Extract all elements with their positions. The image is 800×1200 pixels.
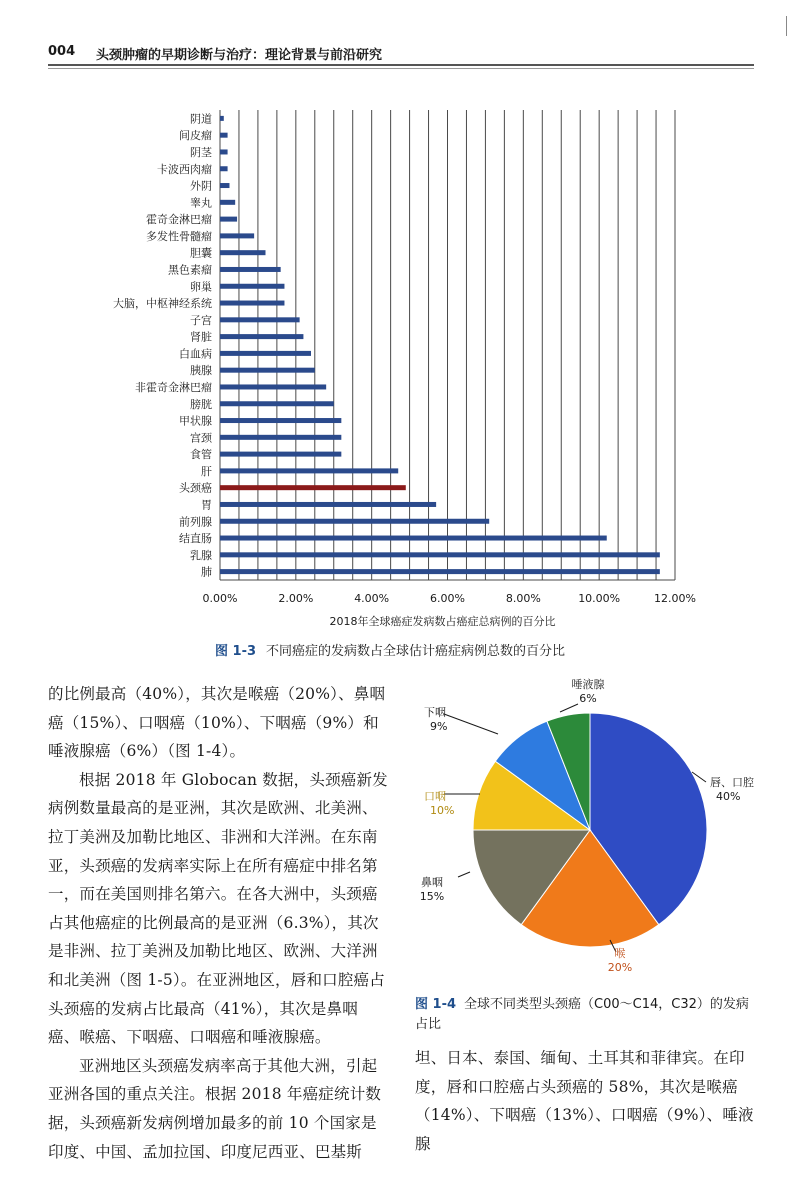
figure-1-4-caption-text: 全球不同类型头颈癌（C00～C14，C32）的发病占比 xyxy=(415,997,749,1032)
category-label: 膀胱 xyxy=(190,397,212,411)
page-number: 004 xyxy=(48,44,76,59)
pie-leader-line xyxy=(560,704,578,712)
header-rule xyxy=(48,64,754,66)
category-label: 卡波西肉瘤 xyxy=(157,162,212,176)
bar-6 xyxy=(220,217,237,222)
category-label: 胆囊 xyxy=(190,246,212,260)
category-label: 多发性骨髓瘤 xyxy=(146,229,212,243)
category-label: 黑色素瘤 xyxy=(168,263,212,277)
category-label: 睾丸 xyxy=(190,196,212,210)
pie-chart-figure-1-4 xyxy=(410,672,770,982)
bar-16 xyxy=(220,384,326,389)
pie-slice-label: 唾液腺 xyxy=(571,678,605,691)
pie-slice-label: 唇、口腔 xyxy=(710,776,754,789)
category-label: 肾脏 xyxy=(190,330,212,344)
category-label: 肝 xyxy=(201,464,212,478)
pie-slice-label: 喉 xyxy=(614,947,626,960)
pie-slice-label: 口咽 xyxy=(424,790,446,803)
bar-11 xyxy=(220,301,284,306)
pie-slice-percent: 40% xyxy=(716,790,741,803)
figure-1-4-caption xyxy=(415,995,760,1035)
right-paragraph-1: 坦、日本、泰国、缅甸、土耳其和菲律宾。在印度，唇和口腔癌占头颈癌的 58%，其次是喉癌（14%）、下咽癌（13%）、口咽癌（9%）、唾液腺 xyxy=(415,1049,754,1153)
category-label: 间皮瘤 xyxy=(179,129,212,143)
category-label: 肺 xyxy=(201,565,212,579)
right-column-text xyxy=(415,1044,757,1158)
category-label: 胰腺 xyxy=(190,364,212,378)
category-label: 结直肠 xyxy=(179,532,212,546)
category-label: 胃 xyxy=(201,498,212,512)
figure-1-4-label: 图 1-4 xyxy=(415,997,457,1012)
bar-18 xyxy=(220,418,341,423)
bar-27 xyxy=(220,569,660,574)
page-edge-mark xyxy=(786,16,787,36)
x-tick-label: 8.00% xyxy=(505,592,541,605)
category-label: 乳腺 xyxy=(190,548,212,562)
bar-4 xyxy=(220,183,229,188)
category-label: 头颈癌 xyxy=(179,481,212,495)
bar-26 xyxy=(220,552,660,557)
pie-slice-percent: 15% xyxy=(419,890,445,903)
category-label: 子宫 xyxy=(190,313,212,327)
bar-1 xyxy=(220,133,228,138)
pie-leader-line xyxy=(458,872,470,877)
category-label: 前列腺 xyxy=(179,515,212,529)
x-tick-label: 6.00% xyxy=(430,592,465,605)
category-label: 甲状腺 xyxy=(179,414,212,428)
x-tick-label: 4.00% xyxy=(354,592,390,605)
category-label: 非霍奇金淋巴瘤 xyxy=(135,380,212,394)
bar-22 xyxy=(220,485,406,490)
pie-slice-label: 下咽 xyxy=(424,706,446,719)
figure-1-3-label: 图 1-3 xyxy=(215,644,257,659)
bar-0 xyxy=(220,116,224,121)
left-paragraph-2: 根据 2018 年 Globocan 数据，头颈癌新发病例数量最高的是亚洲，其次是欧洲、北美洲、拉丁美洲及加勒比地区、非洲和大洋洲。在东南亚，头颈癌的发病率实际上在所有癌症中排名第一，而在美国则排名第六。在各大洲中，头颈癌占其他癌症的比例最高的是亚洲（6.3%），其次是非洲、拉丁美洲及加勒比地区、欧洲、大洋洲和北美洲（图 1-5）。在亚洲地区，唇和口腔癌占头颈癌的发病占比最高（41%），其次是鼻咽癌、喉癌、下咽癌、口咽癌和唾液腺癌。 xyxy=(48,770,388,1047)
figure-1-3-caption xyxy=(215,640,565,659)
bar-5 xyxy=(220,200,235,205)
pie-slice-percent: 6% xyxy=(579,692,597,705)
bar-9 xyxy=(220,267,281,272)
bar-21 xyxy=(220,468,398,473)
header-rule-thin xyxy=(48,68,754,69)
bar-10 xyxy=(220,284,284,289)
bar-25 xyxy=(220,536,607,541)
pie-slice-label: 鼻咽 xyxy=(421,876,443,889)
pie-slice-percent: 20% xyxy=(607,961,633,974)
category-label: 阴茎 xyxy=(190,145,212,159)
pie-slice-percent: 10% xyxy=(430,804,455,817)
category-label: 白血病 xyxy=(179,347,212,361)
figure-1-3-caption-text: 不同癌症的发病数占全球估计癌症病例总数的百分比 xyxy=(266,644,566,659)
category-label: 食管 xyxy=(190,448,212,462)
bar-15 xyxy=(220,368,315,373)
category-label: 宫颈 xyxy=(190,431,212,445)
x-tick-label: 10.00% xyxy=(578,592,621,605)
left-column-text xyxy=(48,680,388,1166)
pie-leader-line xyxy=(444,714,498,734)
running-header xyxy=(48,40,754,66)
bar-17 xyxy=(220,401,334,406)
x-tick-label: 12.00% xyxy=(654,592,696,605)
pie-slice-percent: 9% xyxy=(430,720,448,733)
category-label: 阴道 xyxy=(190,112,212,126)
bar-13 xyxy=(220,334,303,339)
x-axis-title: 2018年全球癌症发病数占癌症总病例的百分比 xyxy=(329,615,556,628)
bar-24 xyxy=(220,519,489,524)
book-title: 头颈肿瘤的早期诊断与治疗：理论背景与前沿研究 xyxy=(96,48,383,63)
bar-2 xyxy=(220,149,228,154)
category-label: 霍奇金淋巴瘤 xyxy=(146,213,212,227)
left-paragraph-3: 亚洲地区头颈癌发病率高于其他大洲，引起亚洲各国的重点关注。根据 2018 年癌症统计数据，头颈癌新发病例增加最多的前 10 个国家是印度、中国、孟加拉国、印度尼西亚、巴基斯 xyxy=(48,1056,382,1161)
bar-chart-figure-1-3 xyxy=(100,100,720,630)
category-label: 大脑，中枢神经系统 xyxy=(113,297,212,311)
category-label: 卵巢 xyxy=(190,280,212,294)
x-tick-label: 2.00% xyxy=(278,592,314,605)
bar-19 xyxy=(220,435,341,440)
bar-23 xyxy=(220,502,436,507)
bar-14 xyxy=(220,351,311,356)
bar-20 xyxy=(220,452,341,457)
bar-3 xyxy=(220,166,228,171)
left-paragraph-1: 的比例最高（40%），其次是喉癌（20%）、鼻咽癌（15%）、口咽癌（10%）、下咽癌（9%）和唾液腺癌（6%）（图 1-4）。 xyxy=(48,685,386,761)
bar-8 xyxy=(220,250,266,255)
category-label: 外阴 xyxy=(190,179,212,193)
bar-12 xyxy=(220,317,300,322)
x-tick-label: 0.00% xyxy=(202,592,238,605)
bar-7 xyxy=(220,233,254,238)
